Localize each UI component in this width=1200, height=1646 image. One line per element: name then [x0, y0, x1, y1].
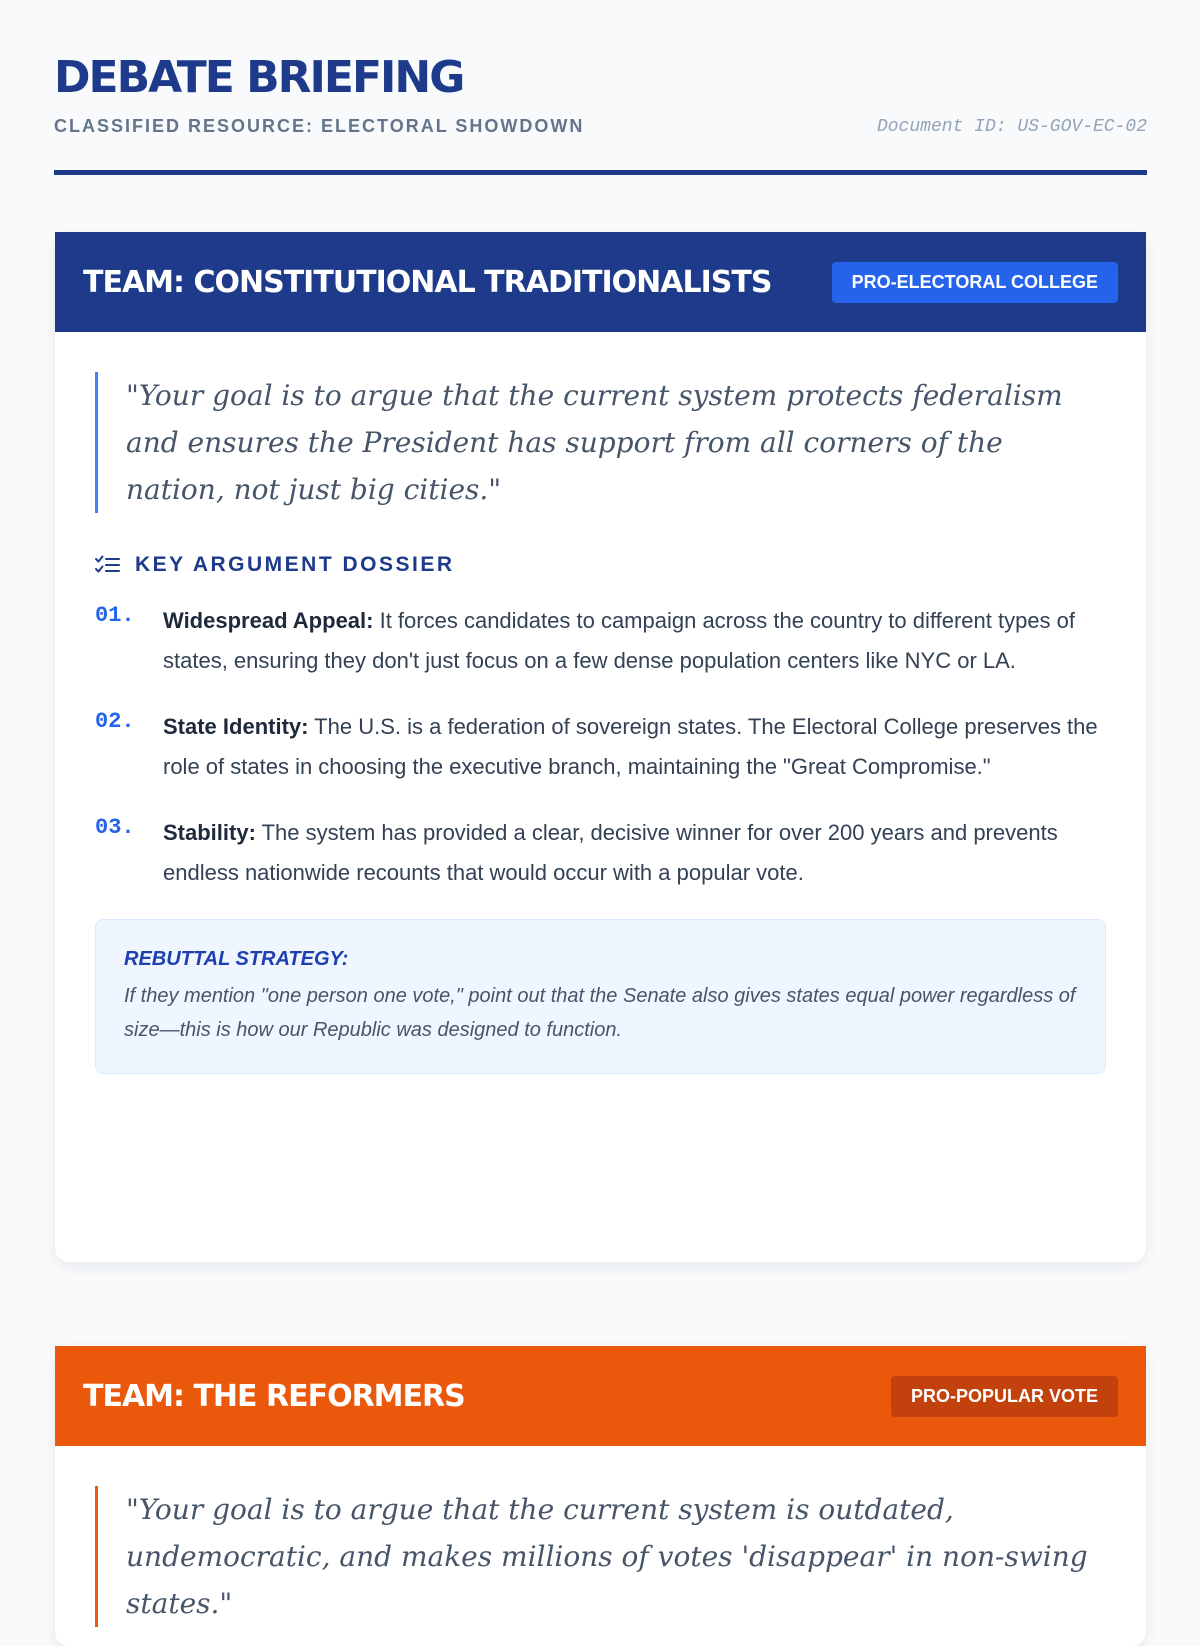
- argument-lead: Stability:: [163, 820, 256, 845]
- argument-number: 01.: [95, 603, 135, 628]
- argument-lead: Widespread Appeal:: [163, 608, 374, 633]
- document-subtitle: CLASSIFIED RESOURCE: ELECTORAL SHOWDOWN: [54, 116, 585, 136]
- team-card-reformers: [55, 1346, 1146, 1646]
- argument-list: [95, 601, 1106, 893]
- subtitle-row: [54, 116, 1147, 137]
- document-header: [54, 50, 1147, 137]
- list-item: [95, 707, 1106, 787]
- document-id: Document ID: US-GOV-EC-02: [876, 116, 1147, 137]
- rebuttal-text: If they mention "one person one vote," point out that the Senate also gives states equal power regardless of size—this is how our Republic was designed to function.: [124, 985, 1076, 1041]
- argument-body: The U.S. is a federation of sovereign states. The Electoral College preserves the role of states in choosing the executive branch, maintaining the "Great Compromise.": [163, 714, 1098, 779]
- team-card-header: [55, 232, 1146, 332]
- checklist-icon: [95, 554, 123, 576]
- team-card-body: [55, 1446, 1146, 1627]
- dossier-title: KEY ARGUMENT DOSSIER: [135, 553, 455, 576]
- page-title: DEBATE BRIEFING: [54, 52, 464, 103]
- argument-text: [163, 813, 1106, 893]
- team-card-body: [55, 332, 1146, 1074]
- stance-badge: PRO-ELECTORAL COLLEGE: [832, 262, 1118, 303]
- list-item: [95, 813, 1106, 893]
- argument-lead: State Identity:: [163, 714, 309, 739]
- stance-badge: PRO-POPULAR VOTE: [891, 1376, 1118, 1417]
- team-goal-quote: "Your goal is to argue that the current system protects federalism and ensures the President has support from all corners of the nation, not just big cities.": [95, 372, 1106, 513]
- argument-text: [163, 707, 1106, 787]
- team-goal-quote: "Your goal is to argue that the current system is outdated, undemocratic, and makes millions of votes 'disappear' in non-swing states.": [95, 1486, 1106, 1627]
- rebuttal-box: [95, 919, 1106, 1074]
- dossier-heading: [95, 553, 1106, 577]
- team-name: TEAM: THE REFORMERS: [83, 1378, 465, 1414]
- argument-text: [163, 601, 1106, 681]
- argument-number: 03.: [95, 815, 135, 840]
- rebuttal-title: REBUTTAL STRATEGY:: [124, 948, 349, 970]
- header-divider: [54, 170, 1147, 175]
- argument-body: It forces candidates to campaign across the country to different types of states, ensuring they don't just focus on a few dense population centers like NYC or LA.: [163, 608, 1076, 673]
- team-card-header: [55, 1346, 1146, 1446]
- argument-number: 02.: [95, 709, 135, 734]
- argument-body: The system has provided a clear, decisive winner for over 200 years and prevents endless nationwide recounts that would occur with a popular vote.: [163, 820, 1058, 885]
- team-card-traditionalists: [55, 232, 1146, 1262]
- list-item: [95, 601, 1106, 681]
- team-name: TEAM: CONSTITUTIONAL TRADITIONALISTS: [83, 264, 772, 300]
